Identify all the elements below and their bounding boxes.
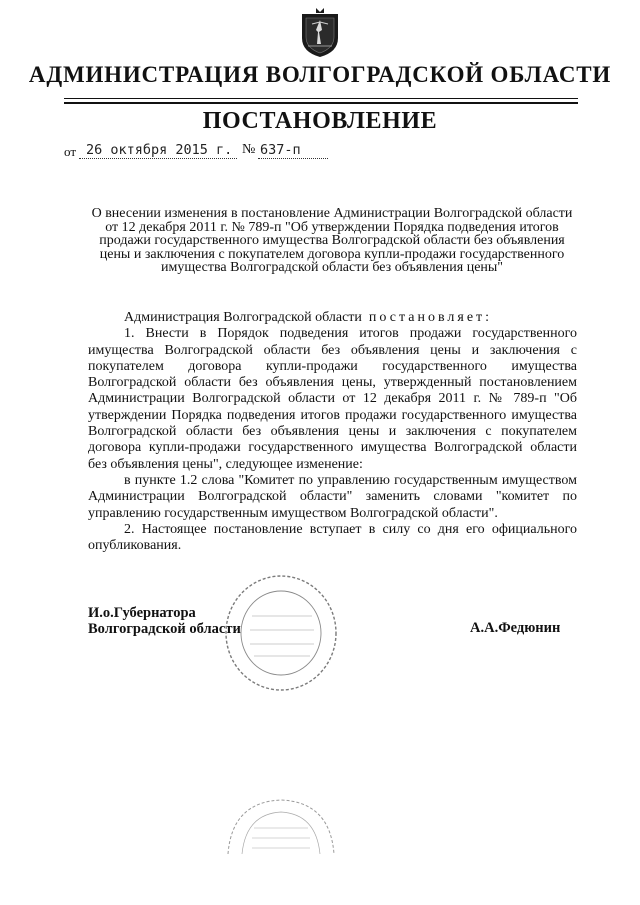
item-2-paragraph: 2. Настоящее постановление вступает в силу со дня его официального опубликования. xyxy=(88,521,577,554)
signatory-name: А.А.Федюнин xyxy=(470,620,561,636)
number-underline xyxy=(258,158,328,159)
document-body xyxy=(88,310,577,554)
document-date: 26 октября 2015 г. xyxy=(86,142,233,158)
header-divider-thin xyxy=(64,98,578,99)
organization-title: АДМИНИСТРАЦИЯ ВОЛГОГРАДСКОЙ ОБЛАСТИ xyxy=(28,62,612,87)
item-1-paragraph: 1. Внести в Порядок подведения итогов продажи государственного имущества Волгоградской области без объявления цены и заключения с покупателем договора купли-продажи государственного имущества Волгоградской области без объявления цены, утвержденный постановлением Администрации Волгоградской области от 12 декабря 2011 г. № 789-п "Об утверждении Порядка подведения итогов продажи государственного имущества Волгоградской области без объявления цены и заключения с покупателем договора купли-продажи государственного имущества Волгоградской области без объявления цены", следующее изменение: xyxy=(88,326,577,472)
document-type-title: ПОСТАНОВЛЕНИЕ xyxy=(202,108,438,134)
position-line-1: И.о.Губернатора xyxy=(88,605,196,621)
faded-seal-imprint-icon xyxy=(222,796,340,856)
round-seal-stamp-icon xyxy=(222,572,340,694)
number-label: № xyxy=(242,142,256,157)
intro-text: Администрация Волгоградской области xyxy=(124,310,362,325)
intro-paragraph xyxy=(88,310,577,326)
header-divider-thick xyxy=(64,102,578,104)
date-number-line xyxy=(64,141,364,161)
position-line-2: Волгоградской области xyxy=(88,621,241,637)
coat-of-arms-icon xyxy=(298,8,342,58)
signatory-position xyxy=(88,605,241,637)
document-number: 637-п xyxy=(260,142,301,158)
intro-verb: постановляет: xyxy=(368,310,493,325)
item-1-detail-paragraph: в пункте 1.2 слова "Комитет по управлению государственным имуществом Администрации Волгоградской области" заменить словами "комитет по управлению государственным имуществом Волгоградской области". xyxy=(88,472,577,521)
from-label: от xyxy=(64,144,77,159)
document-subject: О внесении изменения в постановление Администрации Волгоградской области от 12 декабря 2011 г. № 789-п "Об утверждении Порядка подведения итогов продажи государственного имущества Волгоградской области без объявления цены и заключения с покупателем договора купли-продажи государственного имущества Волгоградской области без объявления цены" xyxy=(91,206,573,275)
date-underline xyxy=(79,158,237,159)
